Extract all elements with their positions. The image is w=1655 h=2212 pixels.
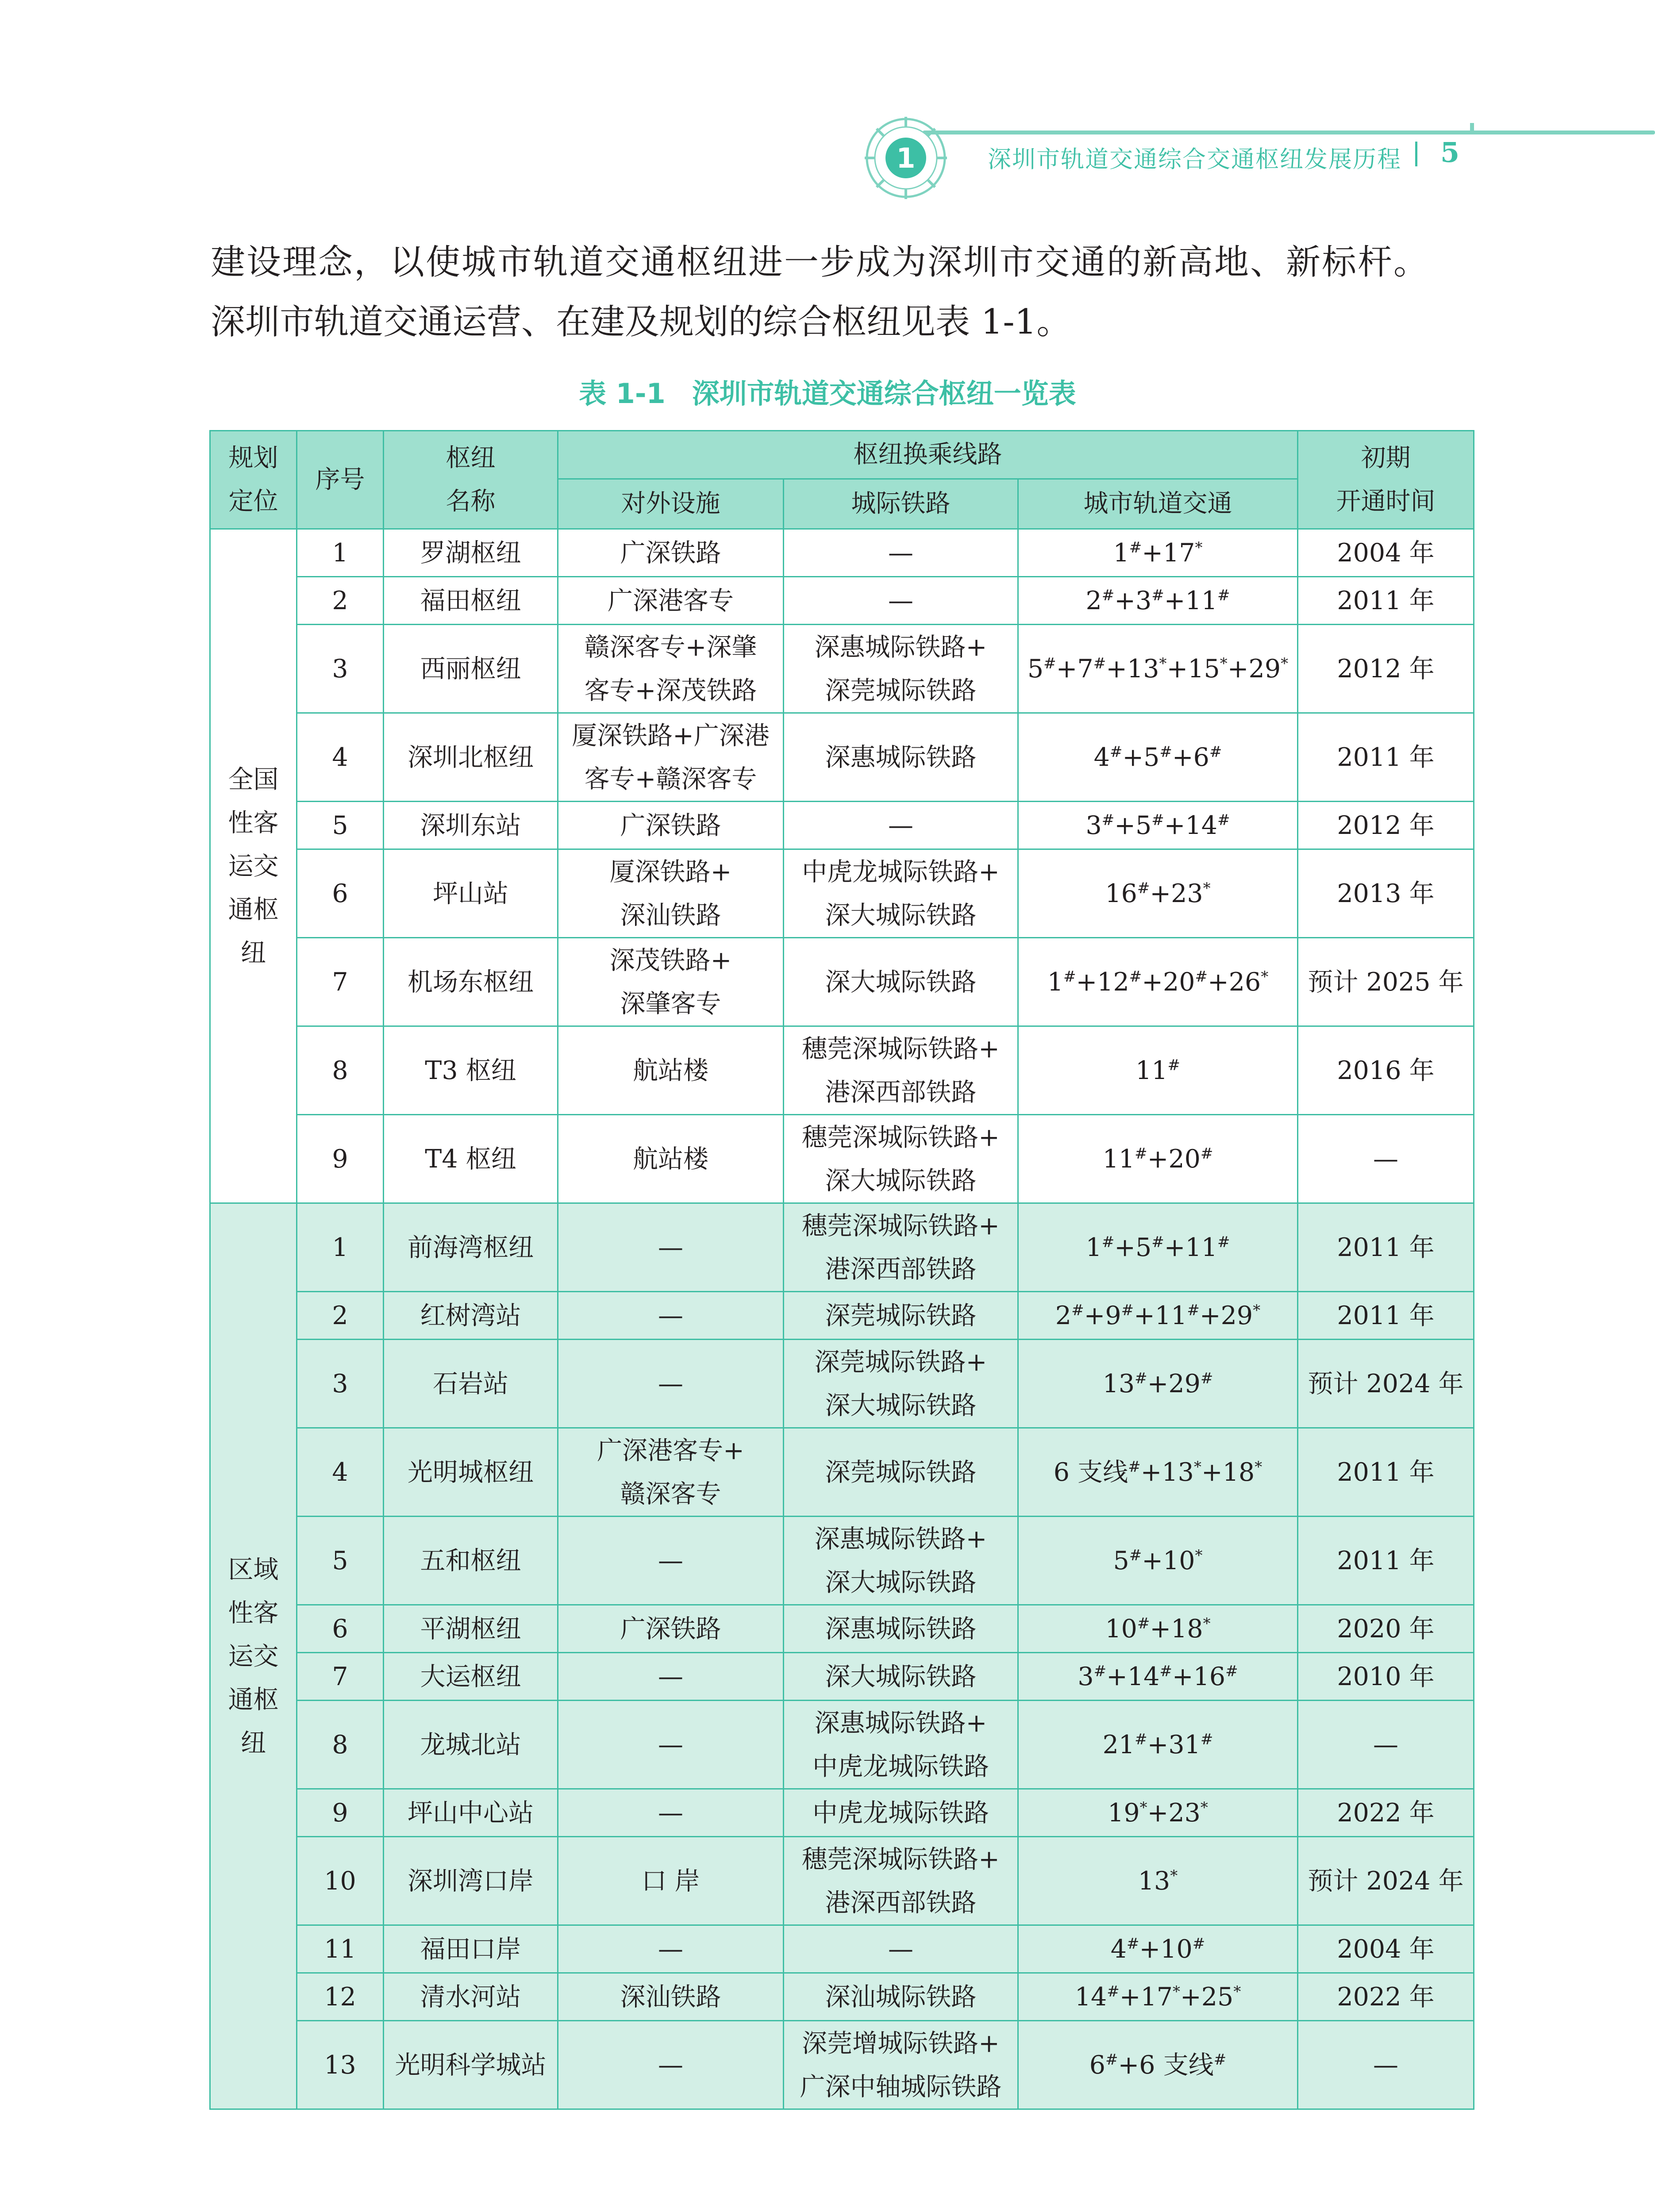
index-cell: 5 — [297, 802, 384, 849]
metro-cell: 4#+5#+6# — [1018, 713, 1298, 802]
index-cell: 4 — [297, 1428, 384, 1517]
metro-cell: 3#+5#+14# — [1018, 802, 1298, 849]
paragraph-line-1: 建设理念，以使城市轨道交通枢纽进一步成为深圳市交通的新高地、新标杆。 — [211, 242, 1430, 282]
open-time-cell: 2016 年 — [1298, 1026, 1474, 1115]
index-cell: 1 — [297, 1203, 384, 1292]
index-cell: 13 — [297, 2021, 384, 2109]
index-cell: 4 — [297, 713, 384, 802]
external-cell: 广深港客专 — [558, 577, 784, 625]
open-time-cell: — — [1298, 1115, 1474, 1203]
name-cell: 坪山站 — [384, 849, 558, 938]
table-row — [210, 1340, 1474, 1428]
table-row — [210, 529, 1474, 577]
intercity-cell: 深莞增城际铁路+ 广深中轴城际铁路 — [784, 2021, 1018, 2109]
header-rule — [923, 131, 1655, 134]
chapter-number: 1 — [896, 142, 916, 174]
open-time-cell: 2012 年 — [1298, 802, 1474, 849]
open-time-cell: 预计 2024 年 — [1298, 1837, 1474, 1925]
external-cell: 厦深铁路+广深港 客专+赣深客专 — [558, 713, 784, 802]
index-cell: 11 — [297, 1925, 384, 1973]
external-cell: — — [558, 1789, 784, 1837]
table-row — [210, 1292, 1474, 1340]
index-cell: 2 — [297, 577, 384, 625]
external-cell: — — [558, 1701, 784, 1789]
intercity-cell: 深惠城际铁路+ 中虎龙城际铁路 — [784, 1701, 1018, 1789]
intercity-cell: — — [784, 1925, 1018, 1973]
name-cell: T4 枢纽 — [384, 1115, 558, 1203]
name-cell: 深圳东站 — [384, 802, 558, 849]
index-cell: 6 — [297, 1605, 384, 1653]
table-row — [210, 1428, 1474, 1517]
page-number: 5 — [1440, 136, 1460, 169]
intercity-cell: 深汕城际铁路 — [784, 1973, 1018, 2021]
name-cell: 平湖枢纽 — [384, 1605, 558, 1653]
metro-cell: 19*+23* — [1018, 1789, 1298, 1837]
external-cell: — — [558, 1203, 784, 1292]
header-name: 枢纽 名称 — [384, 431, 558, 529]
table-row — [210, 1925, 1474, 1973]
external-cell: 广深港客专+ 赣深客专 — [558, 1428, 784, 1517]
table-caption-number: 表 1-1 — [579, 377, 666, 410]
index-cell: 3 — [297, 625, 384, 713]
metro-cell: 2#+9#+11#+29* — [1018, 1292, 1298, 1340]
intercity-cell: 穗莞深城际铁路+ 深大城际铁路 — [784, 1115, 1018, 1203]
name-cell: 西丽枢纽 — [384, 625, 558, 713]
open-time-cell: — — [1298, 2021, 1474, 2109]
intercity-cell: 中虎龙城际铁路+ 深大城际铁路 — [784, 849, 1018, 938]
metro-cell: 10#+18* — [1018, 1605, 1298, 1653]
intercity-cell: 穗莞深城际铁路+ 港深西部铁路 — [784, 1837, 1018, 1925]
metro-cell: 5#+10* — [1018, 1517, 1298, 1605]
name-cell: 红树湾站 — [384, 1292, 558, 1340]
open-time-cell: 预计 2024 年 — [1298, 1340, 1474, 1428]
intercity-cell: 穗莞深城际铁路+ 港深西部铁路 — [784, 1203, 1018, 1292]
name-cell: 机场东枢纽 — [384, 938, 558, 1026]
name-cell: 五和枢纽 — [384, 1517, 558, 1605]
name-cell: 大运枢纽 — [384, 1653, 558, 1701]
open-time-cell: 2004 年 — [1298, 1925, 1474, 1973]
index-cell: 5 — [297, 1517, 384, 1605]
name-cell: 福田口岸 — [384, 1925, 558, 1973]
intercity-cell: 深莞城际铁路+ 深大城际铁路 — [784, 1340, 1018, 1428]
index-cell: 6 — [297, 849, 384, 938]
metro-cell: 4#+10# — [1018, 1925, 1298, 1973]
intercity-cell: — — [784, 529, 1018, 577]
metro-cell: 5#+7#+13*+15*+29* — [1018, 625, 1298, 713]
name-cell: 罗湖枢纽 — [384, 529, 558, 577]
name-cell: 光明科学城站 — [384, 2021, 558, 2109]
external-cell: — — [558, 1925, 784, 1973]
category-cell: 区域 性客 运交 通枢 纽 — [210, 1203, 297, 2109]
intercity-cell: 深惠城际铁路 — [784, 1605, 1018, 1653]
table-row — [210, 1203, 1474, 1292]
name-cell: 深圳湾口岸 — [384, 1837, 558, 1925]
external-cell: 广深铁路 — [558, 529, 784, 577]
name-cell: 龙城北站 — [384, 1701, 558, 1789]
table-caption-title: 深圳市轨道交通综合枢纽一览表 — [692, 377, 1076, 410]
metro-cell: 11#+20# — [1018, 1115, 1298, 1203]
external-cell: — — [558, 1340, 784, 1428]
header-open-time: 初期 开通时间 — [1298, 431, 1474, 529]
open-time-cell: 2011 年 — [1298, 713, 1474, 802]
table-row — [210, 1115, 1474, 1203]
table-row — [210, 1837, 1474, 1925]
external-cell: 广深铁路 — [558, 1605, 784, 1653]
metro-cell: 6 支线#+13*+18* — [1018, 1428, 1298, 1517]
external-cell: 口 岸 — [558, 1837, 784, 1925]
intercity-cell: 深莞城际铁路 — [784, 1428, 1018, 1517]
external-cell: 赣深客专+深肇 客专+深茂铁路 — [558, 625, 784, 713]
index-cell: 9 — [297, 1115, 384, 1203]
table-row — [210, 1973, 1474, 2021]
open-time-cell: 2011 年 — [1298, 1428, 1474, 1517]
metro-cell: 13#+29# — [1018, 1340, 1298, 1428]
index-cell: 8 — [297, 1701, 384, 1789]
metro-cell: 16#+23* — [1018, 849, 1298, 938]
external-cell: — — [558, 2021, 784, 2109]
intercity-cell: 深大城际铁路 — [784, 938, 1018, 1026]
intercity-cell: — — [784, 577, 1018, 625]
metro-cell: 1#+12#+20#+26* — [1018, 938, 1298, 1026]
index-cell: 1 — [297, 529, 384, 577]
header-index: 序号 — [297, 431, 384, 529]
header-metro: 城市轨道交通 — [1018, 479, 1298, 529]
open-time-cell: 2010 年 — [1298, 1653, 1474, 1701]
index-cell: 2 — [297, 1292, 384, 1340]
open-time-cell: 2022 年 — [1298, 1789, 1474, 1837]
index-cell: 7 — [297, 938, 384, 1026]
intercity-cell: 深大城际铁路 — [784, 1653, 1018, 1701]
open-time-cell: 预计 2025 年 — [1298, 938, 1474, 1026]
intercity-cell: 深惠城际铁路 — [784, 713, 1018, 802]
name-cell: T3 枢纽 — [384, 1026, 558, 1115]
table-caption — [0, 372, 1655, 411]
table-row — [210, 1026, 1474, 1115]
metro-cell: 13* — [1018, 1837, 1298, 1925]
table-row — [210, 1605, 1474, 1653]
table-row — [210, 802, 1474, 849]
metro-cell: 6#+6 支线# — [1018, 2021, 1298, 2109]
paragraph-line-2: 深圳市轨道交通运营、在建及规划的综合枢纽见表 1-1。 — [211, 302, 1071, 342]
table-row — [210, 1517, 1474, 1605]
external-cell: — — [558, 1653, 784, 1701]
open-time-cell: 2011 年 — [1298, 1203, 1474, 1292]
table-row — [210, 938, 1474, 1026]
table-row — [210, 1789, 1474, 1837]
chapter-badge-icon — [864, 116, 948, 200]
name-cell: 清水河站 — [384, 1973, 558, 2021]
metro-cell: 14#+17*+25* — [1018, 1973, 1298, 2021]
index-cell: 3 — [297, 1340, 384, 1428]
intercity-cell: 深莞城际铁路 — [784, 1292, 1018, 1340]
open-time-cell: 2011 年 — [1298, 577, 1474, 625]
external-cell: — — [558, 1292, 784, 1340]
external-cell: 深茂铁路+ 深肇客专 — [558, 938, 784, 1026]
open-time-cell: — — [1298, 1701, 1474, 1789]
header-transfer-group: 枢纽换乘线路 — [558, 431, 1298, 479]
metro-cell: 3#+14#+16# — [1018, 1653, 1298, 1701]
open-time-cell: 2011 年 — [1298, 1517, 1474, 1605]
external-cell: 广深铁路 — [558, 802, 784, 849]
open-time-cell: 2020 年 — [1298, 1605, 1474, 1653]
external-cell: 深汕铁路 — [558, 1973, 784, 2021]
open-time-cell: 2011 年 — [1298, 1292, 1474, 1340]
header-category: 规划 定位 — [210, 431, 297, 529]
section-national — [210, 529, 1474, 1203]
section-regional — [210, 1203, 1474, 2109]
external-cell: — — [558, 1517, 784, 1605]
external-cell: 厦深铁路+ 深汕铁路 — [558, 849, 784, 938]
name-cell: 福田枢纽 — [384, 577, 558, 625]
header-separator — [1415, 142, 1417, 166]
table-row — [210, 625, 1474, 713]
metro-cell: 1#+17* — [1018, 529, 1298, 577]
index-cell: 10 — [297, 1837, 384, 1925]
name-cell: 石岩站 — [384, 1340, 558, 1428]
running-title: 深圳市轨道交通综合交通枢纽发展历程 — [988, 146, 1401, 173]
header-external: 对外设施 — [558, 479, 784, 529]
open-time-cell: 2012 年 — [1298, 625, 1474, 713]
index-cell: 12 — [297, 1973, 384, 2021]
metro-cell: 21#+31# — [1018, 1701, 1298, 1789]
name-cell: 坪山中心站 — [384, 1789, 558, 1837]
header-rule-tick — [1470, 123, 1474, 134]
external-cell: 航站楼 — [558, 1115, 784, 1203]
open-time-cell: 2004 年 — [1298, 529, 1474, 577]
hub-table — [209, 430, 1474, 2110]
header-intercity: 城际铁路 — [784, 479, 1018, 529]
table-row — [210, 849, 1474, 938]
table-row — [210, 2021, 1474, 2109]
index-cell: 8 — [297, 1026, 384, 1115]
table-row — [210, 713, 1474, 802]
table-row — [210, 577, 1474, 625]
intercity-cell: 中虎龙城际铁路 — [784, 1789, 1018, 1837]
category-cell: 全国 性客 运交 通枢 纽 — [210, 529, 297, 1203]
name-cell: 深圳北枢纽 — [384, 713, 558, 802]
metro-cell: 2#+3#+11# — [1018, 577, 1298, 625]
name-cell: 光明城枢纽 — [384, 1428, 558, 1517]
table-row — [210, 1653, 1474, 1701]
metro-cell: 11# — [1018, 1026, 1298, 1115]
table-row — [210, 1701, 1474, 1789]
intercity-cell: — — [784, 802, 1018, 849]
open-time-cell: 2022 年 — [1298, 1973, 1474, 2021]
open-time-cell: 2013 年 — [1298, 849, 1474, 938]
index-cell: 9 — [297, 1789, 384, 1837]
name-cell: 前海湾枢纽 — [384, 1203, 558, 1292]
intercity-cell: 深惠城际铁路+ 深大城际铁路 — [784, 1517, 1018, 1605]
intercity-cell: 深惠城际铁路+ 深莞城际铁路 — [784, 625, 1018, 713]
index-cell: 7 — [297, 1653, 384, 1701]
external-cell: 航站楼 — [558, 1026, 784, 1115]
intercity-cell: 穗莞深城际铁路+ 港深西部铁路 — [784, 1026, 1018, 1115]
metro-cell: 1#+5#+11# — [1018, 1203, 1298, 1292]
